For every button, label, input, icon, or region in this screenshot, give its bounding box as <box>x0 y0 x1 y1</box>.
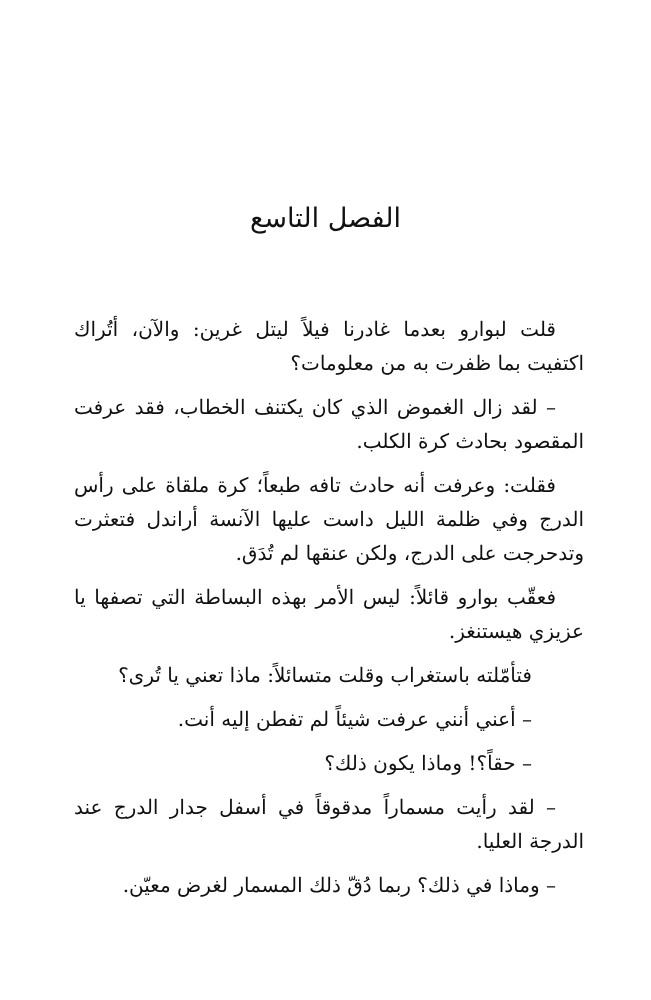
paragraph-8: – لقد رأيت مسماراً مدقوقاً في أسفل جدار الدرج عند الدرجة العليا. <box>74 795 584 853</box>
chapter-body <box>74 312 584 912</box>
chapter-title: الفصل التاسع <box>250 203 401 234</box>
paragraph-9: – وماذا في ذلك؟ ربما دُقّ ذلك المسمار لغرض معيّن. <box>122 873 556 897</box>
paragraph-1: قلت لبوارو بعدما غادرنا فيلاً ليتل غرين: والآن، أتُراك اكتفيت بما ظفرت به من معلومات؟ <box>74 317 584 375</box>
paragraph-2: – لقد زال الغموض الذي كان يكتنف الخطاب، فقد عرفت المقصود بحادث كرة الكلب. <box>74 395 584 453</box>
paragraph-6: – أعني أنني عرفت شيئاً لم تفطن إليه أنت. <box>177 707 532 731</box>
paragraph-5: فتأمّلته باستغراب وقلت متسائلاً: ماذا تعني يا تُرى؟ <box>118 663 532 687</box>
paragraph-4: فعقّب بوارو قائلاً: ليس الأمر بهذه البساطة التي تصفها يا عزيزي هيستنغز. <box>74 585 584 643</box>
paragraph-7: – حقاً؟! وماذا يكون ذلك؟ <box>324 751 532 775</box>
paragraph-3: فقلت: وعرفت أنه حادث تافه طبعاً؛ كرة ملقاة على رأس الدرج وفي ظلمة الليل داست عليها الآنسة أراندل فتعثرت وتدحرجت على الدرج، ولكن عنقها لم تُدَق. <box>74 473 584 565</box>
